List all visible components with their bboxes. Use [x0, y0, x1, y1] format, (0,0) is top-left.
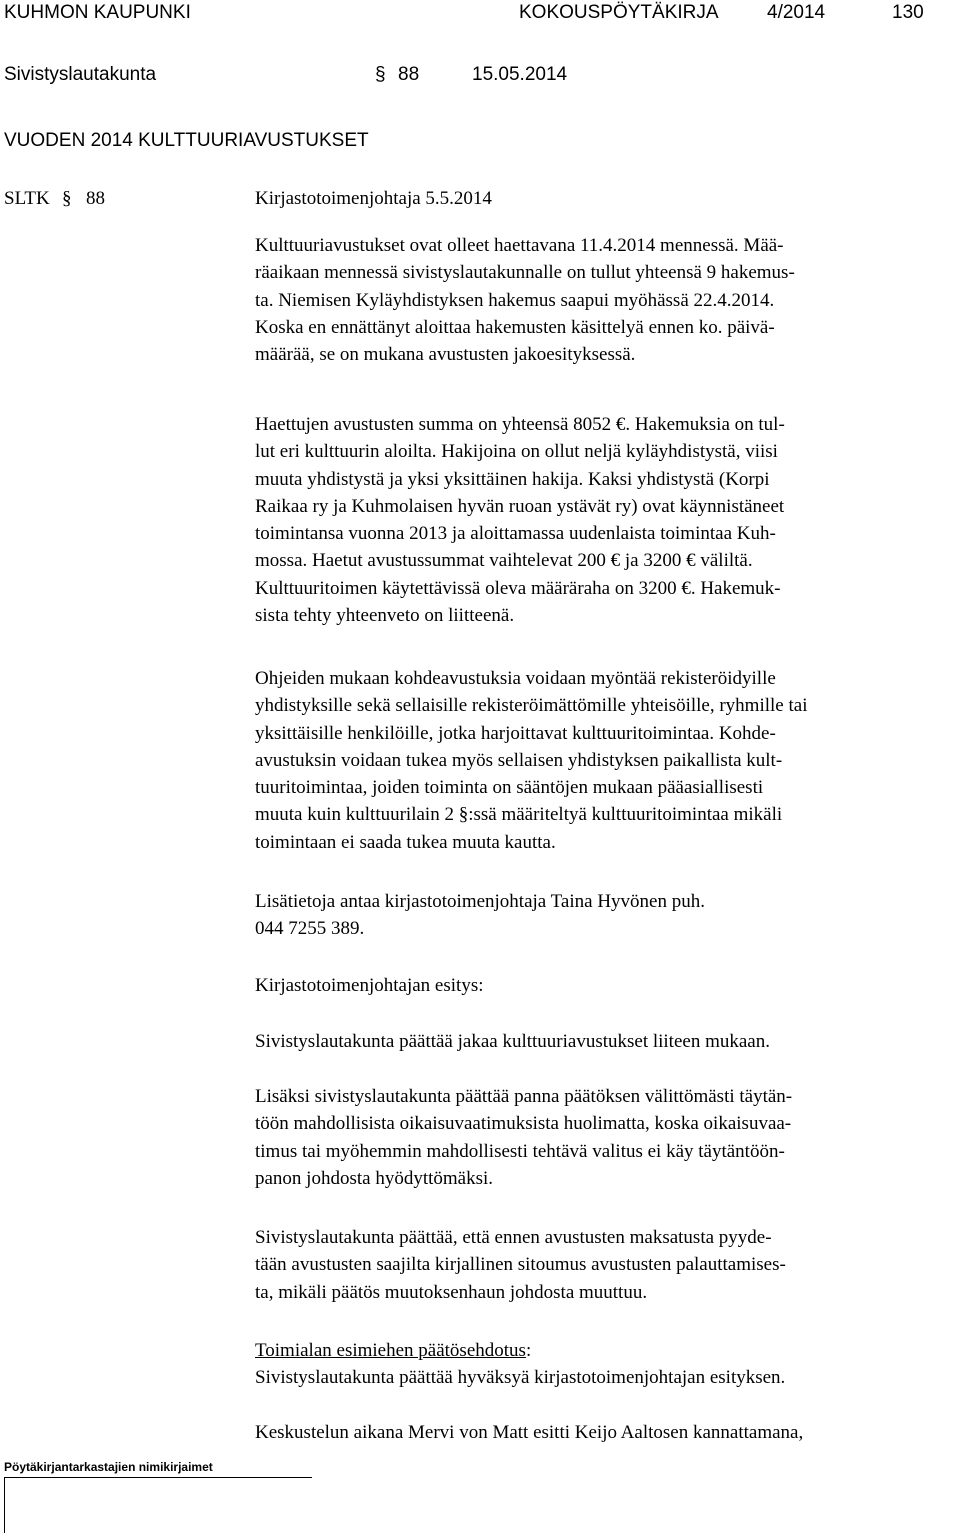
section-sign: § — [375, 64, 386, 85]
ref-code: SLTK — [4, 188, 50, 209]
paragraph-enforcement — [255, 1083, 940, 1192]
paragraph-guidelines — [255, 665, 940, 856]
text-line: Sivistyslautakunta päättää, että ennen avustusten maksatusta pyyde- — [255, 1227, 772, 1248]
text-line: Lisäksi sivistyslautakunta päättää panna päätöksen välittömästi täytän- — [255, 1086, 793, 1107]
text-line: lut eri kulttuurin aloilta. Hakijoina on ollut neljä kyläyhdistystä, viisi — [255, 441, 778, 463]
text-line: muuta yhdistystä ja yksi yksittäinen hakija. Kaksi yhdistystä (Korpi — [255, 468, 770, 490]
text-line: Kulttuuriavustukset ovat olleet haettavana 11.4.2014 mennessä. Mää- — [255, 235, 784, 256]
text-line: avustuksin voidaan tukea myös sellaisen yhdistyksen paikallista kult- — [255, 749, 783, 771]
text-line: töön mahdollisista oikaisuvaatimuksista huolimatta, koska oikaisuvaa- — [255, 1113, 792, 1135]
proposal-heading-line — [255, 1337, 940, 1364]
text-line: ta. Niemisen Kyläyhdistyksen hakemus saapui myöhässä 22.4.2014. — [255, 289, 775, 311]
text-line: 044 7255 389. — [255, 918, 365, 940]
page-number: 130 — [892, 2, 924, 23]
paragraph-applications-summary — [255, 411, 940, 629]
text-line: muuta kuin kulttuurilain 2 §:ssä määriteltyä kulttuuritoimintaa mikäli — [255, 804, 783, 826]
text-line: määrää, se on mukana avustusten jakoesityksessä. — [255, 344, 636, 366]
paragraph-contact-info — [255, 888, 940, 943]
text-line: toimintaan ei saada tukea muuta kautta. — [255, 831, 556, 853]
proposal-heading-colon: : — [525, 1340, 532, 1361]
text-line: toimintansa vuonna 2013 ja aloittamassa uudenlaista toimintaa Kuh- — [255, 523, 776, 545]
text-line: Haettujen avustusten summa on yhteensä 8052 €. Hakemuksia on tul- — [255, 414, 785, 435]
text-line: Kulttuuritoimen käytettävissä oleva määräraha on 3200 €. Hakemuk- — [255, 577, 781, 599]
text-line: Sivistyslautakunta päättää jakaa kulttuuriavustukset liiteen mukaan. — [255, 1031, 770, 1052]
section-number: 88 — [398, 64, 420, 85]
paragraph-decision — [255, 1028, 940, 1055]
text-line: Lisätietoja antaa kirjastotoimenjohtaja Taina Hyvönen puh. — [255, 891, 705, 912]
text-line: tään avustusten saajilta kirjallinen sitoumus avustusten palauttamises- — [255, 1254, 786, 1276]
page-title: VUODEN 2014 KULTTUURIAVUSTUKSET — [4, 130, 369, 151]
document-type: KOKOUSPÖYTÄKIRJA — [519, 2, 719, 23]
proposal-heading-text: Toimialan esimiehen päätösehdotus — [255, 1340, 526, 1361]
issue-number: 4/2014 — [767, 2, 826, 23]
ref-section-sign: § — [62, 188, 72, 209]
text-line: sista tehty yhteenveto on liitteenä. — [255, 605, 515, 627]
paragraph-commitment — [255, 1224, 940, 1306]
department-head-proposal — [255, 1337, 940, 1392]
text-line: mossa. Haetut avustussummat vaihtelevat 200 € ja 3200 € väliltä. — [255, 550, 753, 572]
meeting-date: 15.05.2014 — [472, 64, 568, 85]
text-line: yksittäisille henkilöille, jotka harjoittavat kulttuuritoimintaa. Kohde- — [255, 722, 776, 744]
text-line: Raikaa ry ja Kuhmolaisen hyvän ruoan ystävät ry) ovat käynnistäneet — [255, 495, 785, 517]
proposal-text: Sivistyslautakunta päättää hyväksyä kirjastotoimenjohtajan esityksen. — [255, 1367, 786, 1389]
text-line: tuuritoimintaa, joiden toiminta on sääntöjen mukaan pääasiallisesti — [255, 777, 764, 799]
ref-number: 88 — [86, 188, 105, 209]
text-line: ta, mikäli päätös muutoksenhaun johdosta muuttuu. — [255, 1281, 648, 1303]
text-line: panon johdosta hyödyttömäksi. — [255, 1167, 494, 1189]
text-line: Kirjastotoimenjohtajan esitys: — [255, 975, 484, 996]
discussion — [255, 1419, 955, 1446]
ref-preparer: Kirjastotoimenjohtaja 5.5.2014 — [255, 188, 492, 209]
paragraph-application-period — [255, 232, 940, 368]
text-line: räaikaan mennessä sivistyslautakunnalle on tullut yhteensä 9 hakemus- — [255, 262, 795, 284]
municipality-name: KUHMON KAUPUNKI — [4, 2, 191, 23]
text-line: timus tai myöhemmin mahdollisesti tehtävä valitus ei käy täytäntöön- — [255, 1140, 785, 1162]
proposal-heading — [255, 972, 940, 999]
text-line: yhdistyksille sekä sellaisille rekisteröimättömille yhteisöille, ryhmille tai — [255, 695, 808, 717]
signature-label: Pöytäkirjantarkastajien nimikirjaimet — [4, 1460, 213, 1474]
signature-box-top-line — [4, 1477, 312, 1478]
committee-name: Sivistyslautakunta — [4, 64, 157, 85]
signature-box-left-line — [4, 1477, 5, 1533]
text-line: Keskustelun aikana Mervi von Matt esitti Keijo Aaltosen kannattamana, — [255, 1422, 804, 1443]
text-line: Koska en ennättänyt aloittaa hakemusten käsittelyä ennen ko. päivä- — [255, 316, 775, 338]
text-line: Ohjeiden mukaan kohdeavustuksia voidaan myöntää rekisteröidyille — [255, 668, 776, 689]
